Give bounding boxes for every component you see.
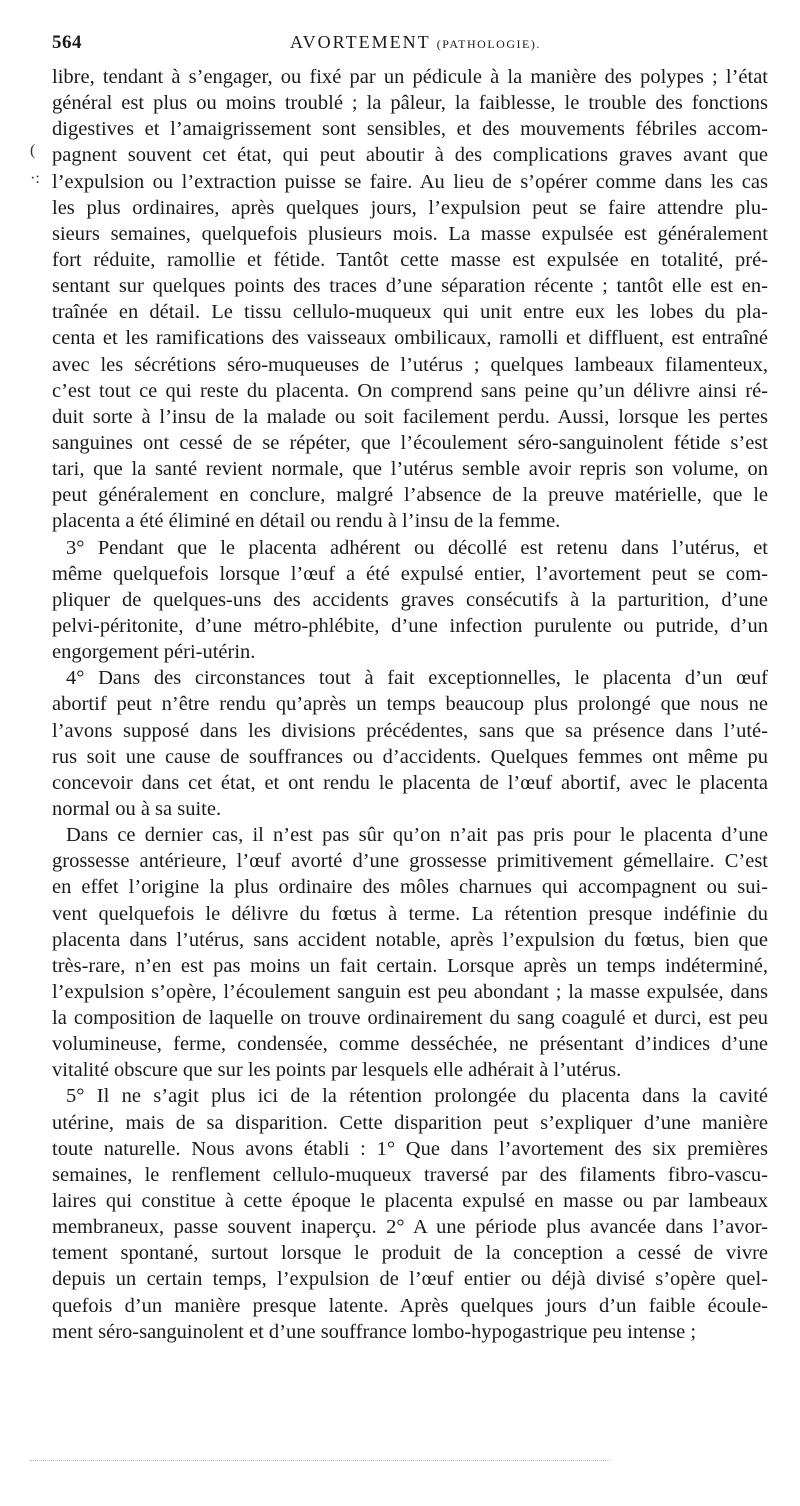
- text-line: placenta dans l’utérus, sans accident notable, après l’expulsion du fœtus, bien que: [52, 928, 768, 951]
- text-line: très-rare, n’en est pas moins un fait certain. Lorsque après un temps indéterminé,: [52, 954, 768, 977]
- text-line: général est plus ou moins troublé ; la pâleur, la faiblesse, le trouble des fonctions: [52, 92, 768, 115]
- text-line: volumineuse, ferme, condensée, comme desséchée, ne présentant d’indices d’une: [52, 1033, 768, 1056]
- text-line: l’expulsion ou l’extraction puisse se faire. Au lieu de s’opérer comme dans les cas: [52, 170, 768, 193]
- margin-mark: ·:: [30, 170, 40, 187]
- running-head: [52, 32, 768, 56]
- text-line: utérine, mais de sa disparition. Cette disparition peut s’expliquer d’une manière: [52, 1111, 768, 1134]
- text-line: sieurs semaines, quelquefois plusieurs mois. La masse expulsée est généralement: [52, 222, 768, 245]
- text-line: 5° Il ne s’agit plus ici de la rétention prolongée du placenta dans la cavité: [66, 1085, 768, 1108]
- text-line: en effet l’origine la plus ordinaire des môles charnues qui accompagnent ou sui-: [52, 876, 768, 899]
- text-line: même quelquefois lorsque l’œuf a été expulsé entier, l’avortement peut se com-: [52, 562, 768, 585]
- text-line: pelvi-péritonite, d’une métro-phlébite, d’une infection purulente ou putride, d’un: [52, 614, 768, 637]
- text-line: la composition de laquelle on trouve ordinairement du sang coagulé et durci, est peu: [52, 1007, 768, 1030]
- text-line: tement spontané, surtout lorsque le produit de la conception a cessé de vivre: [52, 1242, 768, 1265]
- text-line: fort réduite, ramollie et fétide. Tantôt cette masse est expulsée en totalité, pré-: [52, 248, 768, 271]
- text-line: engorgement péri-utérin.: [52, 641, 256, 664]
- text-line: centa et les ramifications des vaisseaux ombilicaux, ramolli et diffluent, est entraîné: [52, 327, 768, 350]
- text-line: les plus ordinaires, après quelques jours, l’expulsion peut se faire attendre plu-: [52, 196, 768, 219]
- text-line: toute naturelle. Nous avons établi : 1° Que dans l’avortement des six premières: [52, 1137, 768, 1160]
- text-line: concevoir dans cet état, et ont rendu le placenta de l’œuf abortif, avec le placenta: [52, 771, 768, 794]
- text-line: normal ou à sa suite.: [52, 797, 222, 820]
- text-line: vitalité obscure que sur les points par lesquels elle adhérait à l’utérus.: [52, 1059, 622, 1082]
- text-line: quefois d’un manière presque latente. Après quelques jours d’un faible écoule-: [52, 1294, 768, 1317]
- running-title-subtitle: (PATHOLOGIE).: [436, 37, 541, 51]
- text-line: duit sorte à l’insu de la malade ou soit facilement perdu. Aussi, lorsque les pertes: [52, 405, 768, 428]
- text-line: vent quelquefois le délivre du fœtus à terme. La rétention presque indéfinie du: [52, 902, 768, 925]
- text-line: sentant sur quelques points des traces d’une séparation récente ; tantôt elle est en-: [52, 275, 768, 298]
- text-line: 4° Dans des circonstances tout à fait exceptionnelles, le placenta d’un œuf: [66, 667, 768, 690]
- text-line: grossesse antérieure, l’œuf avorté d’une grossesse primitivement gémellaire. C’est: [52, 850, 768, 873]
- text-line: membraneux, passe souvent inaperçu. 2° A une période plus avancée dans l’avor-: [52, 1216, 768, 1239]
- text-line: ment séro-sanguinolent et d’une souffrance lombo-hypogastrique peu intense ;: [52, 1320, 697, 1343]
- text-line: digestives et l’amaigrissement sont sensibles, et des mouvements fébriles accom-: [52, 118, 768, 141]
- text-line: placenta a été éliminé en détail ou rendu à l’insu de la femme.: [52, 510, 561, 533]
- running-title: [290, 32, 541, 53]
- text-line: libre, tendant à s’engager, ou fixé par un pédicule à la manière des polypes ; l’état: [52, 66, 768, 88]
- running-title-main: AVORTEMENT: [290, 32, 431, 52]
- text-line: c’est tout ce qui reste du placenta. On comprend sans peine qu’un délivre ainsi ré-: [52, 379, 768, 402]
- text-line: depuis un certain temps, l’expulsion de l’œuf entier ou déjà divisé s’opère quel-: [52, 1268, 768, 1291]
- text-line: sanguines ont cessé de se répéter, que l’écoulement séro-sanguinolent fétide s’est: [52, 431, 768, 454]
- margin-mark: (: [30, 142, 36, 159]
- text-line: 3° Pendant que le placenta adhérent ou décollé est retenu dans l’utérus, et: [66, 536, 768, 559]
- text-line: traînée en détail. Le tissu cellulo-muqueux qui unit entre eux les lobes du pla-: [52, 301, 768, 324]
- text-line: laires qui constitue à cette époque le placenta expulsé en masse ou par lambeaux: [52, 1190, 768, 1213]
- text-line: semaines, le renflement cellulo-muqueux traversé par des filaments fibro-vascu-: [52, 1163, 768, 1186]
- text-line: l’avons supposé dans les divisions précédentes, sans que sa présence dans l’uté-: [52, 719, 768, 742]
- text-line: abortif peut n’être rendu qu’après un temps beaucoup plus prolongé que nous ne: [52, 693, 768, 716]
- page-number: 564: [52, 32, 82, 53]
- body-text: [52, 64, 768, 1345]
- text-line: pliquer de quelques-uns des accidents graves consécutifs à la parturition, d’une: [52, 588, 768, 611]
- text-line: l’expulsion s’opère, l’écoulement sanguin est peu abondant ; la masse expulsée, dans: [52, 980, 768, 1003]
- text-line: avec les sécrétions séro-muqueuses de l’utérus ; quelques lambeaux filamenteux,: [52, 353, 768, 376]
- text-line: Dans ce dernier cas, il n’est pas sûr qu’on n’ait pas pris pour le placenta d’une: [66, 824, 768, 847]
- text-line: peut généralement en conclure, malgré l’absence de la preuve matérielle, que le: [52, 484, 768, 507]
- text-line: rus soit une cause de souffrances ou d’accidents. Quelques femmes ont même pu: [52, 745, 768, 768]
- scan-artifact-divider: [30, 1460, 610, 1465]
- text-line: tari, que la santé revient normale, que l’utérus semble avoir repris son volume, on: [52, 458, 768, 481]
- text-line: pagnent souvent cet état, qui peut aboutir à des complications graves avant que: [52, 144, 768, 167]
